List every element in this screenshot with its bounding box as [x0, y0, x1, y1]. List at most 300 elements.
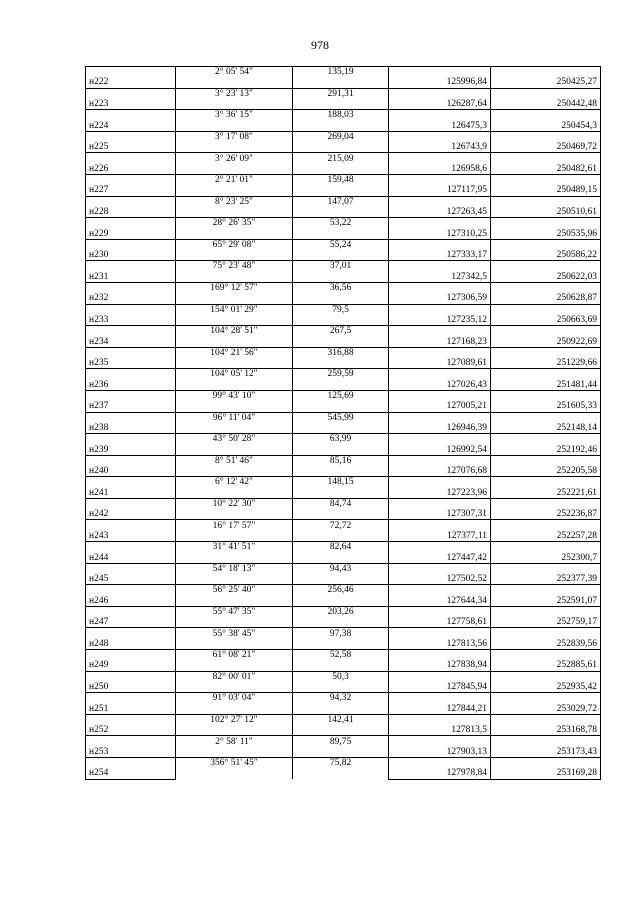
- y-coordinate-cell: [491, 628, 601, 639]
- x-coordinate-cell: 127310,25: [389, 228, 491, 239]
- direction-angle-cell: [176, 77, 293, 88]
- direction-angle-cell: [176, 272, 293, 283]
- point-name-cell: н222: [86, 77, 176, 88]
- x-coordinate-cell: [389, 369, 491, 380]
- y-coordinate-cell: 250586,22: [491, 250, 601, 261]
- direction-angle-cell: 8° 23' 25": [176, 196, 293, 207]
- distance-cell: [293, 509, 389, 520]
- direction-angle-cell: [176, 704, 293, 715]
- direction-angle-cell: 55° 47' 35": [176, 606, 293, 617]
- point-name-cell: н238: [86, 423, 176, 434]
- y-coordinate-cell: [491, 326, 601, 337]
- distance-cell: 72,72: [293, 520, 389, 531]
- x-coordinate-cell: 127223,96: [389, 488, 491, 499]
- x-coordinate-cell: [389, 88, 491, 99]
- distance-cell: 256,46: [293, 585, 389, 596]
- direction-angle-cell: [176, 617, 293, 628]
- direction-angle-cell: [176, 315, 293, 326]
- distance-cell: 291,31: [293, 88, 389, 99]
- direction-angle-cell: 55° 38' 45": [176, 628, 293, 639]
- y-coordinate-cell: 252236,87: [491, 509, 601, 520]
- y-coordinate-cell: 250922,69: [491, 336, 601, 347]
- y-coordinate-cell: [491, 196, 601, 207]
- direction-angle-cell: [176, 660, 293, 671]
- point-name-cell: [86, 239, 176, 250]
- point-name-cell: [86, 412, 176, 423]
- point-name-cell: [86, 714, 176, 725]
- segment-row: [86, 412, 601, 423]
- point-row: [86, 725, 601, 736]
- x-coordinate-cell: [389, 628, 491, 639]
- distance-cell: [293, 185, 389, 196]
- x-coordinate-cell: [389, 196, 491, 207]
- y-coordinate-cell: 250489,15: [491, 185, 601, 196]
- y-coordinate-cell: [491, 153, 601, 164]
- distance-cell: [293, 768, 389, 779]
- direction-angle-cell: 104° 21' 56": [176, 347, 293, 358]
- y-coordinate-cell: 252591,07: [491, 596, 601, 607]
- segment-row: [86, 714, 601, 725]
- x-coordinate-cell: [389, 239, 491, 250]
- direction-angle-cell: [176, 336, 293, 347]
- point-name-cell: н223: [86, 99, 176, 110]
- point-row: [86, 704, 601, 715]
- point-row: [86, 747, 601, 758]
- distance-cell: 148,15: [293, 477, 389, 488]
- x-coordinate-cell: 127758,61: [389, 617, 491, 628]
- point-name-cell: [86, 174, 176, 185]
- direction-angle-cell: 3° 17' 08": [176, 131, 293, 142]
- distance-cell: 188,03: [293, 110, 389, 121]
- y-coordinate-cell: [491, 693, 601, 704]
- x-coordinate-cell: 127117,95: [389, 185, 491, 196]
- x-coordinate-cell: 127978,84: [389, 768, 491, 779]
- y-coordinate-cell: 253029,72: [491, 704, 601, 715]
- point-name-cell: [86, 671, 176, 682]
- y-coordinate-cell: 252192,46: [491, 444, 601, 455]
- x-coordinate-cell: [389, 585, 491, 596]
- y-coordinate-cell: [491, 304, 601, 315]
- segment-row: [86, 434, 601, 445]
- point-name-cell: н234: [86, 336, 176, 347]
- distance-cell: [293, 704, 389, 715]
- x-coordinate-cell: 127076,68: [389, 466, 491, 477]
- direction-angle-cell: 82° 00' 01": [176, 671, 293, 682]
- distance-cell: [293, 120, 389, 131]
- x-coordinate-cell: [389, 563, 491, 574]
- point-name-cell: н237: [86, 401, 176, 412]
- segment-row: [86, 304, 601, 315]
- direction-angle-cell: 2° 58' 11": [176, 736, 293, 747]
- y-coordinate-cell: [491, 650, 601, 661]
- point-row: [86, 639, 601, 650]
- distance-cell: [293, 99, 389, 110]
- point-name-cell: [86, 218, 176, 229]
- point-name-cell: н227: [86, 185, 176, 196]
- direction-angle-cell: 356° 51' 45": [176, 758, 293, 769]
- point-name-cell: [86, 434, 176, 445]
- y-coordinate-cell: [491, 606, 601, 617]
- distance-cell: [293, 488, 389, 499]
- segment-row: [86, 174, 601, 185]
- direction-angle-cell: 2° 05' 54": [176, 67, 293, 78]
- y-coordinate-cell: [491, 585, 601, 596]
- distance-cell: 53,22: [293, 218, 389, 229]
- point-name-cell: [86, 520, 176, 531]
- distance-cell: [293, 725, 389, 736]
- y-coordinate-cell: 252300,7: [491, 552, 601, 563]
- x-coordinate-cell: [389, 758, 491, 769]
- distance-cell: [293, 293, 389, 304]
- point-name-cell: н229: [86, 228, 176, 239]
- direction-angle-cell: [176, 142, 293, 153]
- x-coordinate-cell: 127447,42: [389, 552, 491, 563]
- y-coordinate-cell: [491, 671, 601, 682]
- x-coordinate-cell: 126958,6: [389, 164, 491, 175]
- segment-row: [86, 67, 601, 78]
- x-coordinate-cell: 127235,12: [389, 315, 491, 326]
- point-row: [86, 99, 601, 110]
- distance-cell: 94,32: [293, 693, 389, 704]
- y-coordinate-cell: [491, 542, 601, 553]
- point-row: [86, 120, 601, 131]
- x-coordinate-cell: [389, 412, 491, 423]
- direction-angle-cell: 3° 26' 09": [176, 153, 293, 164]
- point-row: [86, 142, 601, 153]
- point-name-cell: [86, 390, 176, 401]
- distance-cell: 36,56: [293, 282, 389, 293]
- segment-row: [86, 88, 601, 99]
- segment-row: [86, 153, 601, 164]
- distance-cell: 37,01: [293, 261, 389, 272]
- y-coordinate-cell: 252257,28: [491, 531, 601, 542]
- y-coordinate-cell: 251229,66: [491, 358, 601, 369]
- point-row: [86, 401, 601, 412]
- y-coordinate-cell: [491, 714, 601, 725]
- distance-cell: 84,74: [293, 498, 389, 509]
- point-row: [86, 444, 601, 455]
- y-coordinate-cell: [491, 131, 601, 142]
- point-name-cell: н230: [86, 250, 176, 261]
- direction-angle-cell: [176, 207, 293, 218]
- x-coordinate-cell: 126992,54: [389, 444, 491, 455]
- point-name-cell: [86, 477, 176, 488]
- y-coordinate-cell: [491, 412, 601, 423]
- distance-cell: [293, 682, 389, 693]
- y-coordinate-cell: [491, 520, 601, 531]
- direction-angle-cell: 96° 11' 04": [176, 412, 293, 423]
- x-coordinate-cell: 127333,17: [389, 250, 491, 261]
- distance-cell: [293, 660, 389, 671]
- distance-cell: 52,58: [293, 650, 389, 661]
- segment-row: [86, 218, 601, 229]
- y-coordinate-cell: [491, 261, 601, 272]
- direction-angle-cell: [176, 574, 293, 585]
- direction-angle-cell: 154° 01' 29": [176, 304, 293, 315]
- direction-angle-cell: [176, 99, 293, 110]
- point-name-cell: [86, 542, 176, 553]
- segment-row: [86, 282, 601, 293]
- direction-angle-cell: [176, 444, 293, 455]
- x-coordinate-cell: [389, 498, 491, 509]
- x-coordinate-cell: [389, 153, 491, 164]
- direction-angle-cell: [176, 552, 293, 563]
- point-name-cell: [86, 347, 176, 358]
- x-coordinate-cell: [389, 520, 491, 531]
- y-coordinate-cell: 250469,72: [491, 142, 601, 153]
- x-coordinate-cell: [389, 714, 491, 725]
- point-name-cell: [86, 304, 176, 315]
- point-name-cell: [86, 153, 176, 164]
- distance-cell: [293, 444, 389, 455]
- point-name-cell: [86, 455, 176, 466]
- point-row: [86, 380, 601, 391]
- direction-angle-cell: 54° 18' 13": [176, 563, 293, 574]
- segment-row: [86, 542, 601, 553]
- segment-row: [86, 477, 601, 488]
- direction-angle-cell: [176, 250, 293, 261]
- distance-cell: 316,88: [293, 347, 389, 358]
- distance-cell: 269,04: [293, 131, 389, 142]
- direction-angle-cell: 104° 05' 12": [176, 369, 293, 380]
- y-coordinate-cell: [491, 239, 601, 250]
- x-coordinate-cell: 127845,94: [389, 682, 491, 693]
- point-name-cell: [86, 282, 176, 293]
- direction-angle-cell: [176, 466, 293, 477]
- direction-angle-cell: 43° 50' 28": [176, 434, 293, 445]
- distance-cell: [293, 228, 389, 239]
- y-coordinate-cell: [491, 369, 601, 380]
- point-row: [86, 228, 601, 239]
- segment-row: [86, 628, 601, 639]
- distance-cell: [293, 250, 389, 261]
- distance-cell: [293, 617, 389, 628]
- point-name-cell: н231: [86, 272, 176, 283]
- direction-angle-cell: 75° 23' 48": [176, 261, 293, 272]
- point-name-cell: [86, 261, 176, 272]
- segment-row: [86, 390, 601, 401]
- point-row: [86, 552, 601, 563]
- x-coordinate-cell: 125996,84: [389, 77, 491, 88]
- distance-cell: 259,59: [293, 369, 389, 380]
- y-coordinate-cell: 252205,58: [491, 466, 601, 477]
- direction-angle-cell: 102° 27' 12": [176, 714, 293, 725]
- distance-cell: 82,64: [293, 542, 389, 553]
- y-coordinate-cell: 250425,27: [491, 77, 601, 88]
- y-coordinate-cell: 250663,69: [491, 315, 601, 326]
- y-coordinate-cell: 250510,61: [491, 207, 601, 218]
- point-name-cell: [86, 67, 176, 78]
- segment-row: [86, 326, 601, 337]
- y-coordinate-cell: 250628,87: [491, 293, 601, 304]
- x-coordinate-cell: [389, 174, 491, 185]
- direction-angle-cell: 91° 03' 04": [176, 693, 293, 704]
- point-name-cell: н252: [86, 725, 176, 736]
- point-row: [86, 77, 601, 88]
- x-coordinate-cell: [389, 542, 491, 553]
- point-name-cell: н245: [86, 574, 176, 585]
- segment-row: [86, 239, 601, 250]
- y-coordinate-cell: 253169,28: [491, 768, 601, 779]
- x-coordinate-cell: [389, 693, 491, 704]
- y-coordinate-cell: 251605,33: [491, 401, 601, 412]
- segment-row: [86, 736, 601, 747]
- segment-row: [86, 110, 601, 121]
- point-name-cell: н228: [86, 207, 176, 218]
- x-coordinate-cell: [389, 434, 491, 445]
- direction-angle-cell: [176, 185, 293, 196]
- direction-angle-cell: [176, 768, 293, 779]
- point-row: [86, 574, 601, 585]
- direction-angle-cell: [176, 639, 293, 650]
- point-row: [86, 466, 601, 477]
- direction-angle-cell: [176, 358, 293, 369]
- y-coordinate-cell: 252885,61: [491, 660, 601, 671]
- distance-cell: [293, 531, 389, 542]
- distance-cell: 147,07: [293, 196, 389, 207]
- y-coordinate-cell: [491, 434, 601, 445]
- distance-cell: 55,24: [293, 239, 389, 250]
- distance-cell: 94,43: [293, 563, 389, 574]
- distance-cell: 215,09: [293, 153, 389, 164]
- point-name-cell: [86, 196, 176, 207]
- direction-angle-cell: 2° 21' 01": [176, 174, 293, 185]
- point-name-cell: н232: [86, 293, 176, 304]
- x-coordinate-cell: 127813,56: [389, 639, 491, 650]
- distance-cell: [293, 77, 389, 88]
- y-coordinate-cell: 250535,96: [491, 228, 601, 239]
- x-coordinate-cell: [389, 110, 491, 121]
- point-row: [86, 358, 601, 369]
- x-coordinate-cell: 127307,31: [389, 509, 491, 520]
- x-coordinate-cell: [389, 326, 491, 337]
- x-coordinate-cell: [389, 261, 491, 272]
- point-name-cell: [86, 110, 176, 121]
- distance-cell: [293, 574, 389, 585]
- y-coordinate-cell: [491, 174, 601, 185]
- point-name-cell: [86, 326, 176, 337]
- distance-cell: 203,26: [293, 606, 389, 617]
- x-coordinate-cell: 127005,21: [389, 401, 491, 412]
- distance-cell: [293, 401, 389, 412]
- y-coordinate-cell: [491, 455, 601, 466]
- direction-angle-cell: 8° 51' 46": [176, 455, 293, 466]
- distance-cell: [293, 358, 389, 369]
- coordinates-table: [85, 66, 601, 780]
- x-coordinate-cell: [389, 671, 491, 682]
- direction-angle-cell: [176, 596, 293, 607]
- x-coordinate-cell: [389, 606, 491, 617]
- y-coordinate-cell: [491, 282, 601, 293]
- point-row: [86, 423, 601, 434]
- segment-row: [86, 606, 601, 617]
- direction-angle-cell: 3° 23' 13": [176, 88, 293, 99]
- point-name-cell: [86, 606, 176, 617]
- segment-row: [86, 455, 601, 466]
- direction-angle-cell: 65° 29' 08": [176, 239, 293, 250]
- direction-angle-cell: [176, 682, 293, 693]
- distance-cell: 135,19: [293, 67, 389, 78]
- x-coordinate-cell: [389, 131, 491, 142]
- point-row: [86, 272, 601, 283]
- distance-cell: 75,82: [293, 758, 389, 769]
- distance-cell: 545,99: [293, 412, 389, 423]
- point-name-cell: н243: [86, 531, 176, 542]
- distance-cell: [293, 380, 389, 391]
- segment-row: [86, 563, 601, 574]
- point-name-cell: н226: [86, 164, 176, 175]
- y-coordinate-cell: [491, 498, 601, 509]
- direction-angle-cell: 28° 26' 35": [176, 218, 293, 229]
- direction-angle-cell: [176, 164, 293, 175]
- point-name-cell: [86, 736, 176, 747]
- x-coordinate-cell: 127377,11: [389, 531, 491, 542]
- direction-angle-cell: 31° 41' 51": [176, 542, 293, 553]
- point-name-cell: н239: [86, 444, 176, 455]
- distance-cell: 89,75: [293, 736, 389, 747]
- point-row: [86, 682, 601, 693]
- x-coordinate-cell: [389, 347, 491, 358]
- point-row: [86, 596, 601, 607]
- distance-cell: [293, 315, 389, 326]
- point-row: [86, 768, 601, 779]
- y-coordinate-cell: 252759,17: [491, 617, 601, 628]
- direction-angle-cell: 56° 25' 40": [176, 585, 293, 596]
- y-coordinate-cell: 250442,48: [491, 99, 601, 110]
- x-coordinate-cell: 127813,5: [389, 725, 491, 736]
- y-coordinate-cell: [491, 758, 601, 769]
- distance-cell: [293, 207, 389, 218]
- direction-angle-cell: [176, 228, 293, 239]
- segment-row: [86, 671, 601, 682]
- point-name-cell: н225: [86, 142, 176, 153]
- direction-angle-cell: [176, 423, 293, 434]
- y-coordinate-cell: 252148,14: [491, 423, 601, 434]
- point-row: [86, 336, 601, 347]
- point-row: [86, 488, 601, 499]
- point-row: [86, 293, 601, 304]
- direction-angle-cell: 6° 12' 42": [176, 477, 293, 488]
- direction-angle-cell: [176, 401, 293, 412]
- x-coordinate-cell: 127089,61: [389, 358, 491, 369]
- x-coordinate-cell: 126946,39: [389, 423, 491, 434]
- segment-row: [86, 196, 601, 207]
- distance-cell: [293, 596, 389, 607]
- distance-cell: [293, 747, 389, 758]
- distance-cell: 79,5: [293, 304, 389, 315]
- point-name-cell: [86, 650, 176, 661]
- x-coordinate-cell: 127838,94: [389, 660, 491, 671]
- distance-cell: 63,99: [293, 434, 389, 445]
- y-coordinate-cell: [491, 67, 601, 78]
- point-row: [86, 207, 601, 218]
- x-coordinate-cell: 127644,34: [389, 596, 491, 607]
- x-coordinate-cell: 127263,45: [389, 207, 491, 218]
- direction-angle-cell: [176, 725, 293, 736]
- point-row: [86, 250, 601, 261]
- y-coordinate-cell: [491, 477, 601, 488]
- x-coordinate-cell: 127342,5: [389, 272, 491, 283]
- direction-angle-cell: [176, 509, 293, 520]
- point-name-cell: [86, 758, 176, 769]
- x-coordinate-cell: 127903,13: [389, 747, 491, 758]
- point-row: [86, 315, 601, 326]
- point-row: [86, 164, 601, 175]
- distance-cell: 125,69: [293, 390, 389, 401]
- point-name-cell: [86, 628, 176, 639]
- y-coordinate-cell: 251481,44: [491, 380, 601, 391]
- x-coordinate-cell: [389, 67, 491, 78]
